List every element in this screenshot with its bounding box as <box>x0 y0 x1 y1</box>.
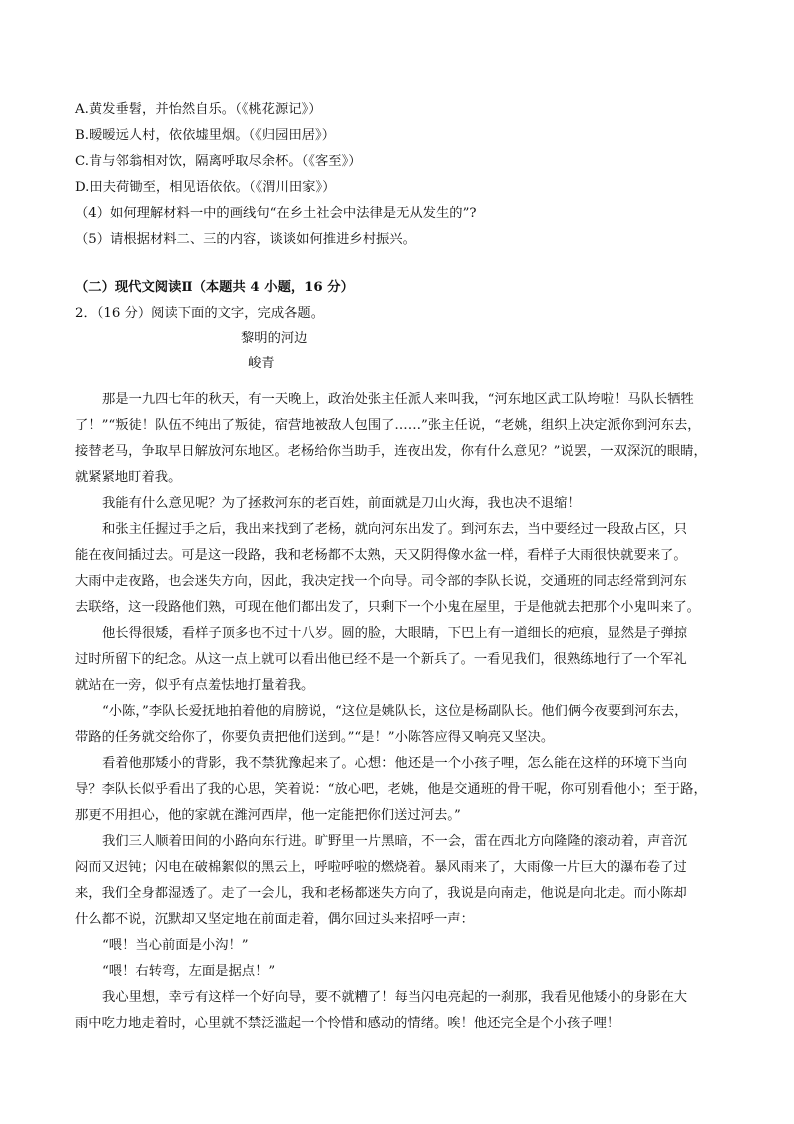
body-line: 了！”“叛徒！队伍不纯出了叛徒，宿营地被敌人包围了……”张主任说，“老姚，组织上决定派你到河东去， <box>75 418 701 433</box>
body-line: 闷而又迟钝；闪电在破棉絮似的黑云上，呼啦呼啦的燃烧着。暴风雨来了，大雨像一片巨大的瀑布卷了过 <box>75 860 687 875</box>
body-line: 带路的任务就交给你了，你要负责把他们送到。”“是！”小陈答应得又响亮又坚决。 <box>75 730 555 745</box>
body-line: 什么都不说，沉默却又坚定地在前面走着，偶尔回过头来招呼一声： <box>75 912 474 927</box>
body-line: 我能有什么意见呢？为了拯救河东的老百姓，前面就是刀山火海，我也决不退缩！ <box>102 496 581 511</box>
body-line: 我们三人顺着田间的小路向东行进。旷野里一片黑暗，不一会，雷在西北方向隆隆的滚动着，声音沉 <box>102 834 688 849</box>
body-line: 能在夜间插过去。可是这一段路，我和老杨都不太熟，天又阴得像水盆一样，看样子大雨很快就要来了。 <box>75 548 687 563</box>
body-line: 来，我们全身都湿透了。走了一会儿，我和老杨都迷失方向了，我说是向南走，他说是向北走。而小陈却 <box>75 886 687 901</box>
story-author: 峻青 <box>248 356 275 371</box>
body-line: 我心里想，幸亏有这样一个好向导，要不就糟了！每当闪电亮起的一刹那，我看见他矮小的身影在大 <box>102 990 688 1005</box>
body-line: 和张主任握过手之后，我出来找到了老杨，就向河东出发了。到河东去，当中要经过一段敌占区，只 <box>102 522 688 537</box>
question-5: （5）请根据材料二、三的内容，谈谈如何推进乡村振兴。 <box>75 232 416 247</box>
body-line: 雨中吃力地走着时，心里就不禁泛滥起一个怜惜和感动的情绪。唉！他还完全是个小孩子哩！ <box>75 1016 621 1031</box>
body-line: 大雨中走夜路，也会迷失方向，因此，我决定找一个向导。司令部的李队长说，交通班的同志经常到河东 <box>75 574 687 589</box>
body-line: 他长得很矮，看样子顶多也不过十八岁。圆的脸，大眼睛，下巴上有一道细长的疤痕，显然是子弹掠 <box>102 626 688 641</box>
body-line: 接替老马，争取早日解放河东地区。老杨给你当助手，连夜出发，你有什么意见？”说罢，一双深沉的眼睛， <box>75 444 707 459</box>
question-4: （4）如何理解材料一中的画线句“在乡土社会中法律是无从发生的”? <box>75 206 477 221</box>
section-heading: （二）现代文阅读Ⅱ（本题共 4 小题，16 分） <box>75 280 354 295</box>
option-b: B.暧暧远人村，依依墟里烟。（《归园田居》） <box>75 128 335 143</box>
body-line: 那更不用担心，他的家就在潍河西岸，他一定能把你们送过河去。” <box>75 808 461 823</box>
body-line: “喂！当心前面是小沟！” <box>102 938 249 953</box>
question-2-prompt: 2．（16 分）阅读下面的文字，完成各题。 <box>75 306 325 321</box>
body-line: 去联络，这一段路他们熟，可现在他们都出发了，只剩下一个小鬼在屋里，于是他就去把那个小鬼叫来了。 <box>75 600 700 615</box>
body-line: 那是一九四七年的秋天，有一天晚上，政治处张主任派人来叫我，“河东地区武工队垮啦！马队长牺牲 <box>102 392 694 407</box>
option-d: D.田夫荷锄至，相见语依依。（《渭川田家》） <box>75 180 336 195</box>
body-line: “喂！右转弯，左面是据点！” <box>102 964 276 979</box>
body-line: 导？李队长似乎看出了我的心思，笑着说：“放心吧，老姚，他是交通班的骨干呢，你可别看他小；至于路， <box>75 782 707 797</box>
body-line: “小陈，”李队长爱抚地拍着他的肩膀说，“这位是姚队长，这位是杨副队长。他们俩今夜要到河东去， <box>102 704 688 719</box>
body-line: 看着他那矮小的背影，我不禁犹豫起来了。心想：他还是一个小孩子哩，怎么能在这样的环境下当向 <box>102 756 688 771</box>
option-c: C.肯与邻翁相对饮，隔离呼取尽余杯。（《客至》） <box>75 154 362 169</box>
body-line: 就紧紧地盯着我。 <box>75 470 182 485</box>
story-title: 黎明的河边 <box>241 331 308 346</box>
option-a: A.黄发垂髫，并怡然自乐。（《桃花源记》） <box>75 102 322 117</box>
body-line: 过时所留下的纪念。从这一点上就可以看出他已经不是一个新兵了。一看见我们，很熟练地行了一个军礼 <box>75 652 687 667</box>
body-line: 就站在一旁，似乎有点羞怯地打量着我。 <box>75 678 315 693</box>
